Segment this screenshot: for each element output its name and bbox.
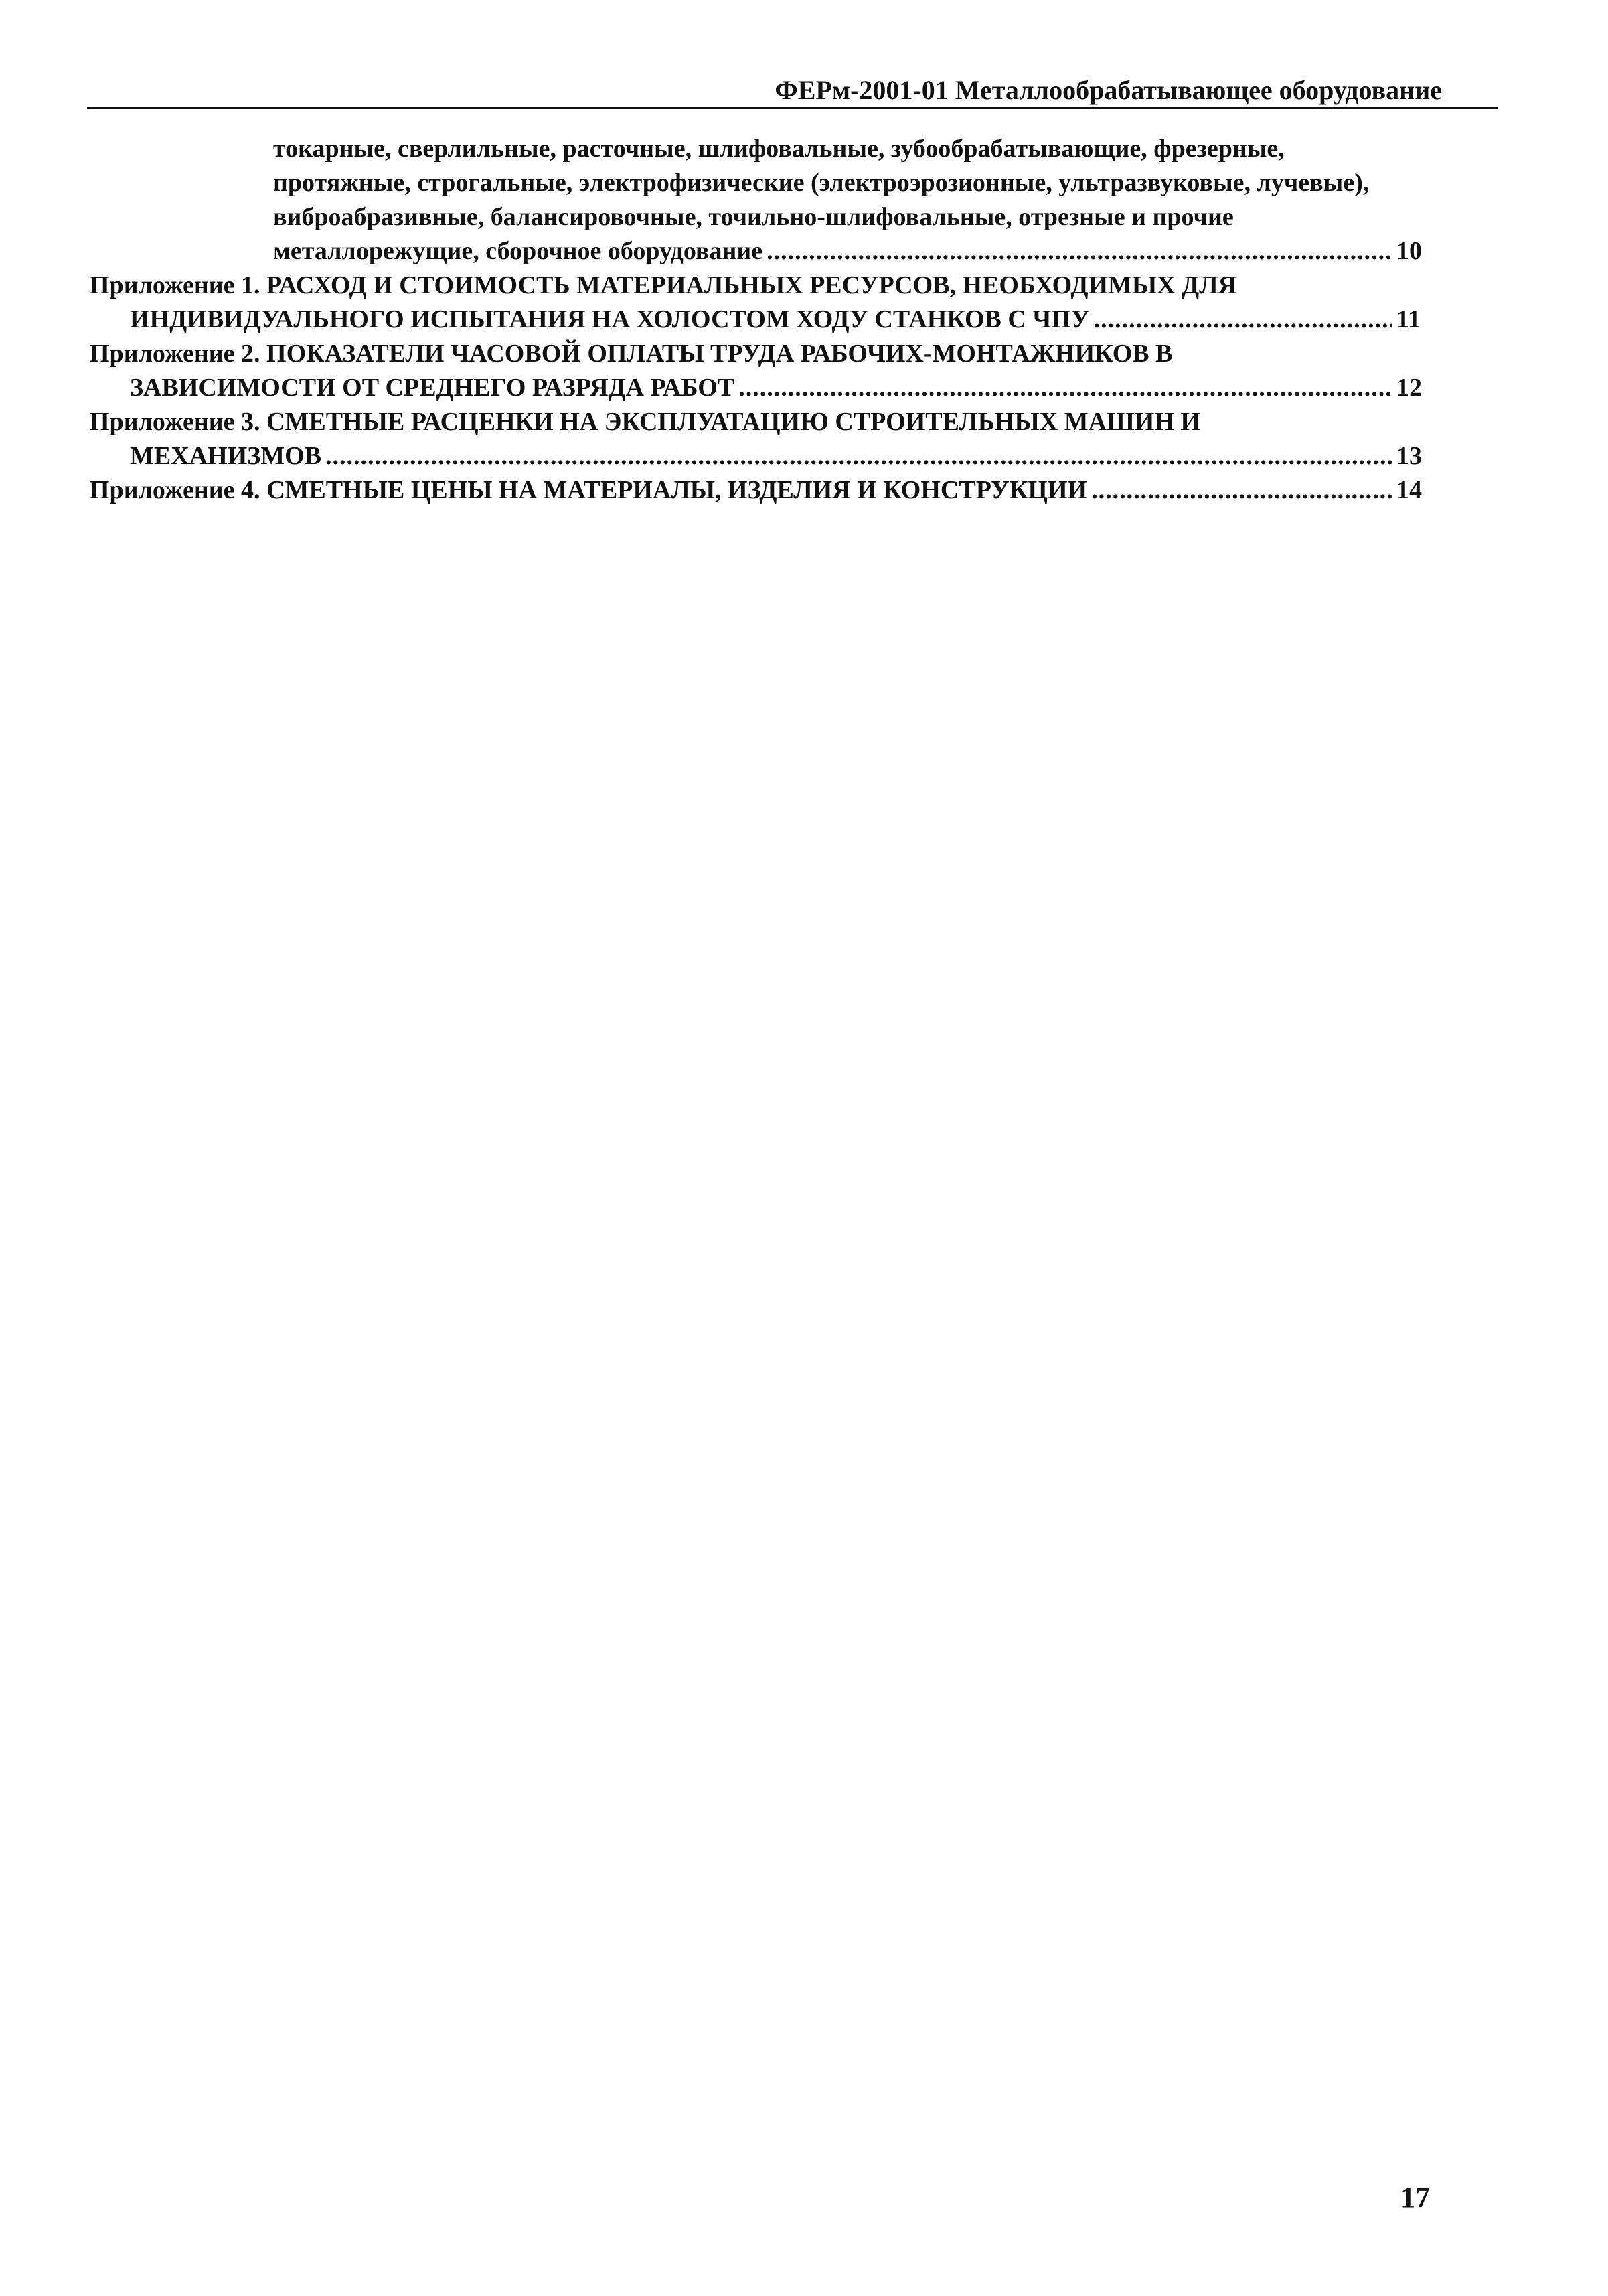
toc-entry-line (90, 134, 1429, 168)
toc-entry-link-appendix-3[interactable] (90, 441, 1429, 475)
toc-entry-line (90, 271, 1429, 305)
table-of-contents (90, 134, 1429, 510)
toc-entry-text: виброабразивные, балансировочные, точильно-шлифовальные, отрезные и прочие (273, 203, 1234, 231)
toc-entry-line (90, 168, 1429, 202)
toc-entry-text: токарные, сверлильные, расточные, шлифовальные, зубообрабатывающие, фрезерные, (273, 135, 1285, 163)
dot-leader (1091, 475, 1392, 505)
page-number: 17 (1400, 2181, 1430, 2214)
toc-entry-link-appendix-4[interactable] (90, 475, 1429, 510)
toc-entry-line (90, 339, 1429, 373)
toc-entry-text: Приложение 4. СМЕТНЫЕ ЦЕНЫ НА МАТЕРИАЛЫ, ИЗДЕЛИЯ И КОНСТРУКЦИИ (90, 476, 1088, 504)
toc-entry-line (90, 202, 1429, 236)
toc-entry-text: Приложение 1. РАСХОД И СТОИМОСТЬ МАТЕРИАЛЬНЫХ РЕСУРСОВ, НЕОБХОДИМЫХ ДЛЯ (90, 271, 1237, 299)
toc-page-number: 11 (1396, 305, 1421, 333)
toc-entry-text: МЕХАНИЗМОВ (130, 442, 322, 470)
toc-entry-text: металлорежущие, сборочное оборудование (273, 237, 763, 265)
running-header-title: ФЕРм-2001-01 Металлообрабатывающее оборудование (775, 75, 1442, 105)
toc-entry-link-appendix-2[interactable] (90, 373, 1429, 407)
toc-page-number: 13 (1396, 442, 1422, 470)
running-header (87, 72, 1498, 109)
toc-page-number: 14 (1396, 476, 1422, 504)
dot-leader (767, 236, 1392, 266)
toc-entry-text: Приложение 2. ПОКАЗАТЕЛИ ЧАСОВОЙ ОПЛАТЫ ТРУДА РАБОЧИХ-МОНТАЖНИКОВ В (90, 339, 1173, 368)
dot-leader (1094, 305, 1392, 334)
toc-page-number: 12 (1396, 374, 1422, 402)
toc-entry-link-metal-cutting[interactable] (90, 236, 1429, 271)
toc-entry-text: Приложение 3. СМЕТНЫЕ РАСЦЕНКИ НА ЭКСПЛУАТАЦИЮ СТРОИТЕЛЬНЫХ МАШИН И (90, 408, 1200, 436)
dot-leader (738, 373, 1392, 402)
toc-page-number: 10 (1396, 237, 1422, 265)
toc-entry-text: ИНДИВИДУАЛЬНОГО ИСПЫТАНИЯ НА ХОЛОСТОМ ХОДУ СТАНКОВ С ЧПУ (130, 305, 1090, 333)
toc-entry-text: ЗАВИСИМОСТИ ОТ СРЕДНЕГО РАЗРЯДА РАБОТ (130, 374, 735, 402)
toc-entry-line (90, 407, 1429, 441)
dot-leader (325, 441, 1392, 471)
toc-entry-link-appendix-1[interactable] (90, 305, 1429, 339)
toc-entry-text: протяжные, строгальные, электрофизические (электроэрозионные, ультразвуковые, лучевые), (273, 169, 1370, 197)
